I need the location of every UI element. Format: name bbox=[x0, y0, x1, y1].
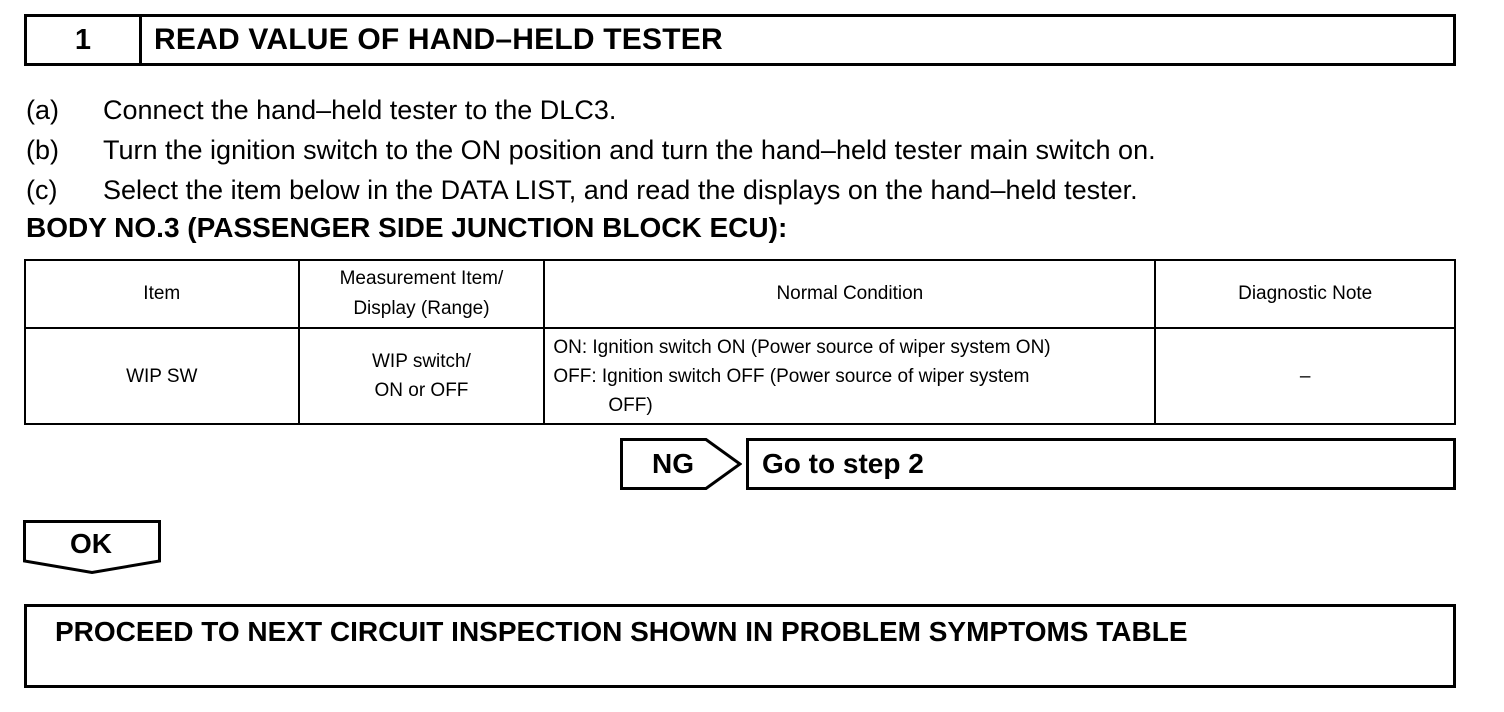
instruction-letter: (c) bbox=[26, 174, 58, 205]
header-normal-condition: Normal Condition bbox=[544, 260, 1155, 328]
section-subheading: BODY NO.3 (PASSENGER SIDE JUNCTION BLOCK ECU): bbox=[26, 212, 788, 243]
step-header bbox=[24, 14, 1456, 66]
header-measurement-line2: Display (Range) bbox=[353, 298, 490, 319]
normal-condition-on: ON: Ignition switch ON (Power source of wiper system ON) bbox=[553, 336, 1051, 358]
header-item: Item bbox=[25, 260, 299, 328]
cell-diagnostic-note: – bbox=[1155, 328, 1455, 424]
instruction-item bbox=[26, 90, 1466, 130]
step-title: READ VALUE OF HAND–HELD TESTER bbox=[154, 23, 723, 56]
header-measurement-line1: Measurement Item/ bbox=[339, 268, 504, 289]
normal-condition-off: OFF: Ignition switch OFF (Power source of wiper system bbox=[553, 365, 1030, 387]
instruction-text: Connect the hand–held tester to the DLC3. bbox=[103, 94, 617, 125]
ng-label: NG bbox=[652, 448, 694, 479]
instruction-text: Select the item below in the DATA LIST, and read the displays on the hand–held tester. bbox=[103, 174, 1138, 205]
instruction-letter: (b) bbox=[26, 134, 59, 165]
cell-measurement-line2: ON or OFF bbox=[374, 380, 469, 401]
ok-label: OK bbox=[70, 528, 112, 559]
cell-item: WIP SW bbox=[25, 328, 299, 424]
instruction-text: Turn the ignition switch to the ON position and turn the hand–held tester main switch on. bbox=[103, 134, 1156, 165]
header-measurement bbox=[299, 260, 545, 328]
step-number: 1 bbox=[27, 17, 142, 63]
ng-action-box: Go to step 2 bbox=[746, 438, 1456, 490]
normal-condition-off-cont: OFF) bbox=[608, 394, 653, 416]
table-row bbox=[25, 328, 1455, 424]
instruction-item bbox=[26, 130, 1466, 170]
header-diagnostic-note: Diagnostic Note bbox=[1155, 260, 1455, 328]
cell-normal-condition bbox=[544, 328, 1155, 424]
proceed-box: PROCEED TO NEXT CIRCUIT INSPECTION SHOWN IN PROBLEM SYMPTOMS TABLE bbox=[24, 604, 1456, 688]
instruction-item bbox=[26, 170, 1466, 210]
table-header-row bbox=[25, 260, 1455, 328]
cell-measurement bbox=[299, 328, 545, 424]
data-list-table bbox=[24, 259, 1456, 425]
instruction-list bbox=[26, 90, 1466, 210]
cell-measurement-line1: WIP switch/ bbox=[372, 351, 471, 372]
instruction-letter: (a) bbox=[26, 94, 59, 125]
